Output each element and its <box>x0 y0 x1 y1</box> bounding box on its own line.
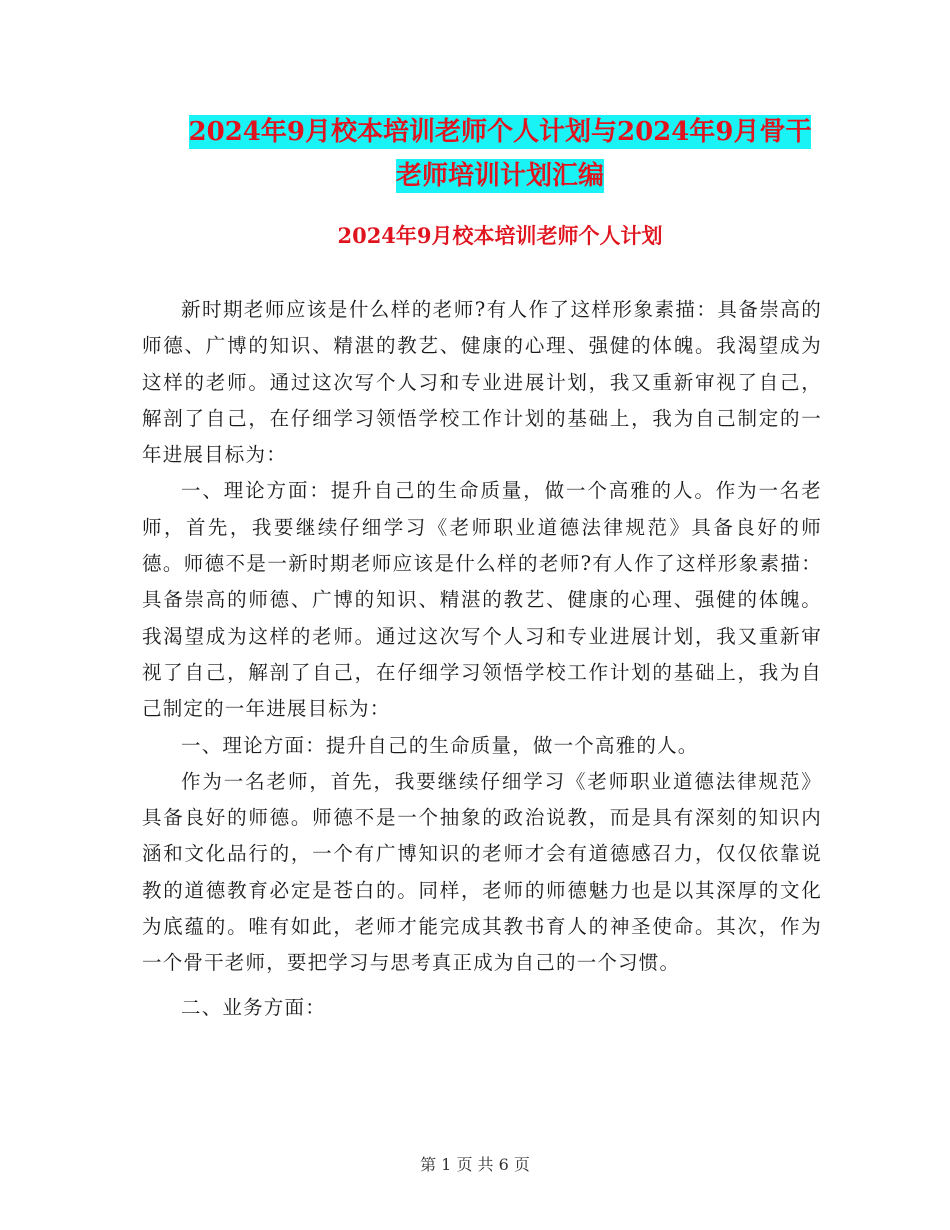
paragraph: 新时期老师应该是什么样的老师?有人作了这样形象素描：具备崇高的师德、广博的知识、精湛的教艺、健康的心理、强健的体魄。我渴望成为这样的老师。通过这次写个人习和专业进展计划，我又重新审视了自己，解剖了自己，在仔细学习领悟学校工作计划的基础上，我为自己制定的一年进展目标为： <box>142 298 822 467</box>
page-footer: 第 1 页 共 6 页 <box>420 1155 530 1174</box>
document-title-line2: 老师培训计划汇编 <box>395 161 604 191</box>
paragraph: 二、业务方面： <box>181 995 326 1019</box>
document-title <box>140 110 860 198</box>
document-body <box>142 292 822 1026</box>
paragraph: 作为一名老师，首先，我要继续仔细学习《老师职业道德法律规范》具备良好的师德。师德不是一个抽象的政治说教，而是具有深刻的知识内涵和文化品行的，一个有广博知识的老师才会有道德感召力，仅仅依靠说教的道德教育必定是苍白的。同样，老师的师德魅力也是以其深厚的文化为底蕴的。唯有如此，老师才能完成其教书育人的神圣使命。其次，作为一个骨干老师，要把学习与思考真正成为自己的一个习惯。 <box>142 769 822 975</box>
paragraph: 一、理论方面：提升自己的生命质量，做一个高雅的人。作为一名老师，首先，我要继续仔细学习《老师职业道德法律规范》具备良好的师德。师德不是一新时期老师应该是什么样的老师?有人作了这样形象素描：具备崇高的师德、广博的知识、精湛的教艺、健康的心理、强健的体魄。我渴望成为这样的老师。通过这次写个人习和专业进展计划，我又重新审视了自己，解剖了自己，在仔细学习领悟学校工作计划的基础上，我为自己制定的一年进展目标为： <box>142 479 822 721</box>
paragraph: 一、理论方面：提升自己的生命质量，做一个高雅的人。 <box>181 733 699 757</box>
document-title-line1: 2024年9月校本培训老师个人计划与2024年9月骨干 <box>188 117 812 147</box>
section-title: 2024年9月校本培训老师个人计划 <box>337 223 663 248</box>
